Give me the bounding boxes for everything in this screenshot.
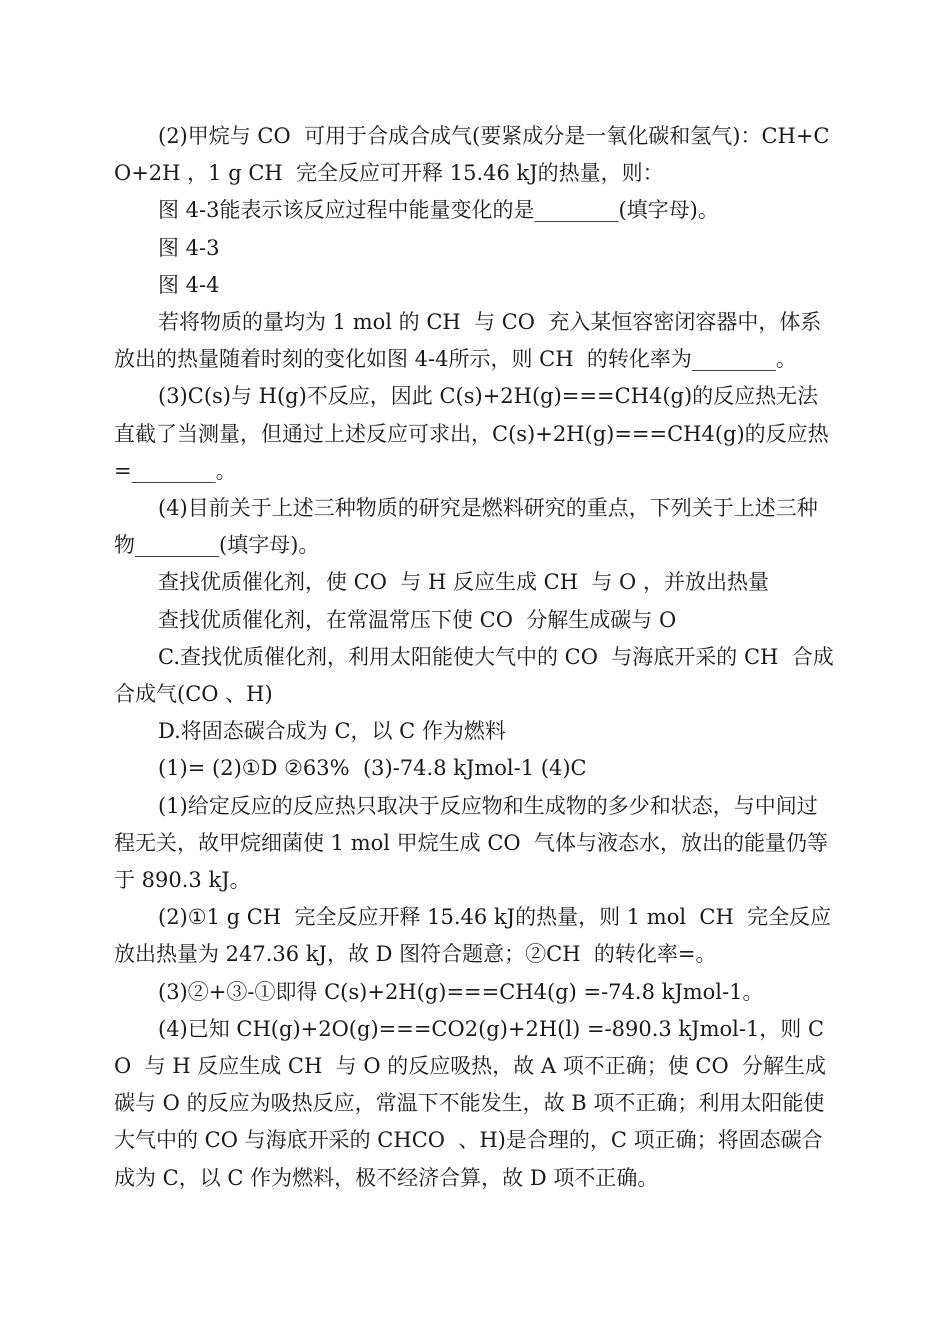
option-b: 查找优质催化剂，在常温常压下使 CO 分解生成碳与 O	[158, 607, 677, 632]
explanation-3: (3)②+③-①即得 C(s)+2H(g)===CH4(g) =-74.8 kJmol-1。	[158, 979, 764, 1004]
paragraph-conversion-rate-question: 若将物质的量均为 1 mol 的 CH 与 CO 充入某恒容密闭容器中，体系放出的热量随着时刻的变化如图 4-4所示，则 CH 的转化率为________。	[114, 310, 822, 372]
document-body	[114, 118, 838, 1197]
explanation-1: (1)给定反应的反应热只取决于反应物和生成物的多少和状态，与中间过程无关，故甲烷细菌使 1 mol 甲烷生成 CO 气体与液态水，放出的能量仍等于 890.3 kJ。	[114, 793, 828, 893]
figure-label-4-4: 图 4-4	[158, 272, 220, 297]
answer-line: (1)= (2)①D ②63% (3)-74.8 kJmol-1 (4)C	[158, 756, 587, 781]
explanation-2: (2)①1 g CH 完全反应开释 15.46 kJ的热量，则 1 mol CH 完全反应放出热量为 247.36 kJ，故 D 图符合题意；②CH 的转化率=。	[114, 905, 832, 967]
option-c: C.查找优质催化剂，利用太阳能使大气中的 CO 与海底开采的 CH 合成合成气(CO 、H)	[114, 644, 834, 707]
explanation-4: (4)已知 CH(g)+2O(g)===CO2(g)+2H(l) =-890.3 kJmol-1，则 CO 与 H 反应生成 CH 与 O 的反应吸热，故 A 项不正确；使 CO 分解生成碳与 O 的反应为吸热反应，常温下不能发生，故 B 项不正确；利用太阳能使大气中的 CO 与海底开采的 CHCO 、H)是合理的，C 项正确；将固态碳合成为 C，以 C 作为燃料，极不经济合算，故 D 项不正确。	[114, 1016, 827, 1190]
option-a: 查找优质催化剂，使 CO 与 H 反应生成 CH 与 O ，并放出热量	[158, 570, 769, 595]
paragraph-question-4: (4)目前关于上述三种物质的研究是燃料研究的重点，下列关于上述三种物________(填字母)。	[114, 496, 818, 558]
paragraph-methane-co2-syngas: (2)甲烷与 CO 可用于合成合成气(要紧成分是一氧化碳和氢气)：CH+CO+2H ，1 g CH 完全反应可开释 15.46 kJ的热量，则：	[114, 124, 830, 186]
paragraph-figure-4-3-question: 图 4-3能表示该反应过程中能量变化的是________(填字母)。	[158, 198, 719, 223]
figure-label-4-3: 图 4-3	[158, 235, 220, 260]
option-d: D.将固态碳合成为 C，以 C 作为燃料	[158, 719, 506, 744]
paragraph-question-3: (3)C(s)与 H(g)不反应，因此 C(s)+2H(g)===CH4(g)的反应热无法直截了当测量，但通过上述反应可求出，C(s)+2H(g)===CH4(g)的反应热=________。	[114, 384, 829, 483]
